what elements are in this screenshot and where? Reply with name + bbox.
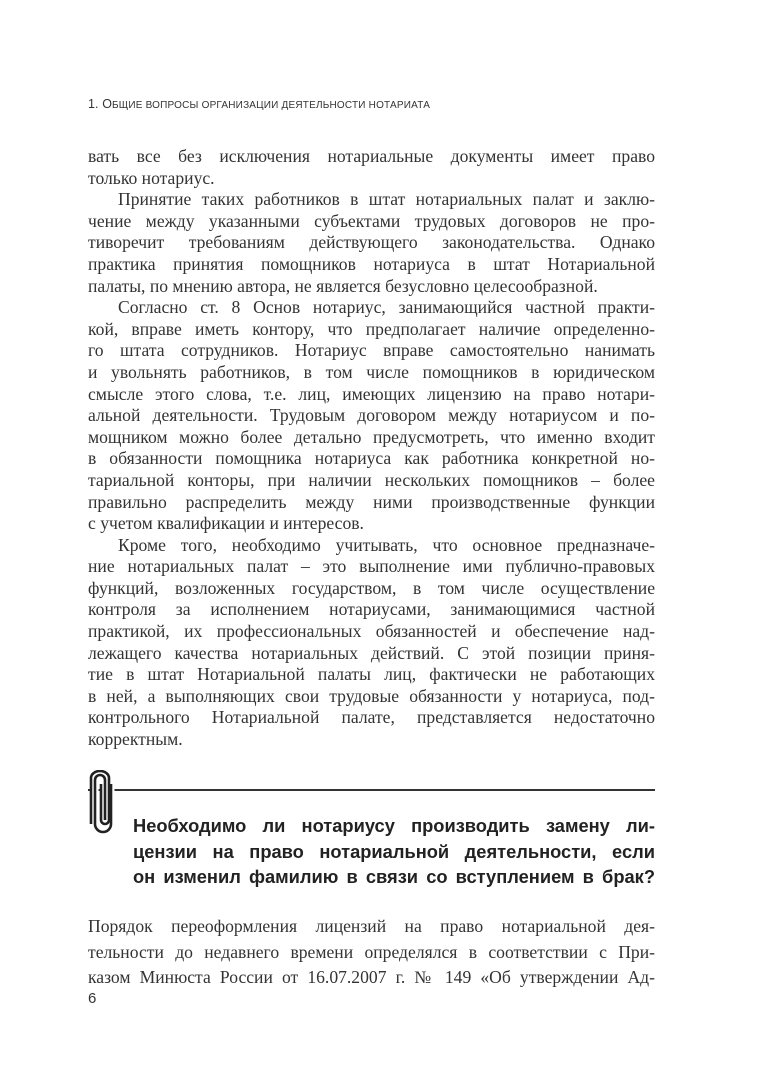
text-line: в ней, а выполняющих свои трудовые обязанности у нотариуса, под- (88, 685, 655, 706)
text-line: казом Минюста России от 16.07.2007 г. № 149 «Об утверждении Ад- (88, 967, 655, 987)
text-line: тиворечит требованиям действующего законодательства. Однако (88, 232, 655, 253)
text-line: ние нотариальных палат – это выполнение ими публично-правовых (88, 556, 655, 577)
text-line: практика принятия помощников нотариуса в штат Нотариальной (88, 253, 655, 274)
text-line: кой, вправе иметь контору, что предполагает наличие определенно- (88, 318, 655, 339)
running-header-title: БЩИЕ ВОПРОСЫ ОРГАНИЗАЦИИ ДЕЯТЕЛЬНОСТИ НОТАРИАТА (112, 100, 431, 111)
text-line: контрольного Нотариальной палате, представляется недостаточно (88, 707, 655, 728)
page-number: 6 (88, 990, 97, 1007)
text-line: лежащего качества нотариальных действий. С этой позиции приня- (88, 642, 655, 663)
question-heading (133, 813, 655, 890)
text-line: функций, возложенных государством, в том числе осуществление (88, 577, 655, 598)
text-line: вать все без исключения нотариальные документы имеет право (88, 146, 655, 166)
text-line: контроля за исполнением нотариусами, занимающимися частной (88, 599, 655, 620)
text-line: Согласно ст. 8 Основ нотариус, занимающийся частной практи- (118, 297, 655, 318)
paperclip-icon (89, 770, 117, 841)
text-line: смысле этого слова, т.е. лиц, имеющих лицензию на право нотари- (88, 383, 655, 404)
text-line: он изменил фамилию в связи со вступлением в брак? (133, 866, 655, 887)
section-divider (88, 789, 655, 791)
running-header (88, 97, 430, 111)
text-line: Кроме того, необходимо учитывать, что основное предназначе- (118, 534, 655, 555)
text-line: и увольнять работников, в том числе помощников в юридическом (88, 361, 655, 382)
text-line: с учетом квалификации и интересов. (88, 513, 364, 534)
text-line: тие в штат Нотариальной палаты лиц, фактически не работающих (88, 664, 655, 685)
text-line: только нотариус. (88, 167, 215, 188)
text-line: практикой, их профессиональных обязанностей и обеспечение над- (88, 621, 655, 642)
text-line: в обязанности помощника нотариуса как работника конкретной но- (88, 448, 655, 469)
text-line: го штата сотрудников. Нотариус вправе самостоятельно нанимать (88, 340, 655, 361)
text-line: палаты, по мнению автора, не является безусловно целесообразной. (88, 275, 598, 296)
answer-text (88, 914, 655, 991)
text-line: цензии на право нотариальной деятельности, если (133, 840, 655, 862)
text-line: Принятие таких работников в штат нотариальных палат и заклю- (118, 189, 655, 210)
text-line: чение между указанными субъектами трудовых договоров не про- (88, 210, 655, 231)
text-line: Порядок переоформления лицензий на право нотариальной дея- (88, 916, 655, 936)
text-line: мощником можно более детально предусмотреть, что именно входит (88, 426, 655, 447)
text-line: альной деятельности. Трудовым договором между нотариусом и по- (88, 405, 655, 426)
text-line: правильно распределить между ними производственные функции (88, 491, 655, 512)
text-line: корректным. (88, 729, 183, 750)
main-text (88, 146, 655, 751)
text-line: тельности до недавнего времени определялся в соответствии с При- (88, 941, 655, 962)
running-header-number: 1. О (88, 97, 113, 111)
text-line: Необходимо ли нотариусу производить замену ли- (133, 815, 655, 836)
text-line: тариальной конторы, при наличии нескольких помощников – более (88, 469, 655, 490)
